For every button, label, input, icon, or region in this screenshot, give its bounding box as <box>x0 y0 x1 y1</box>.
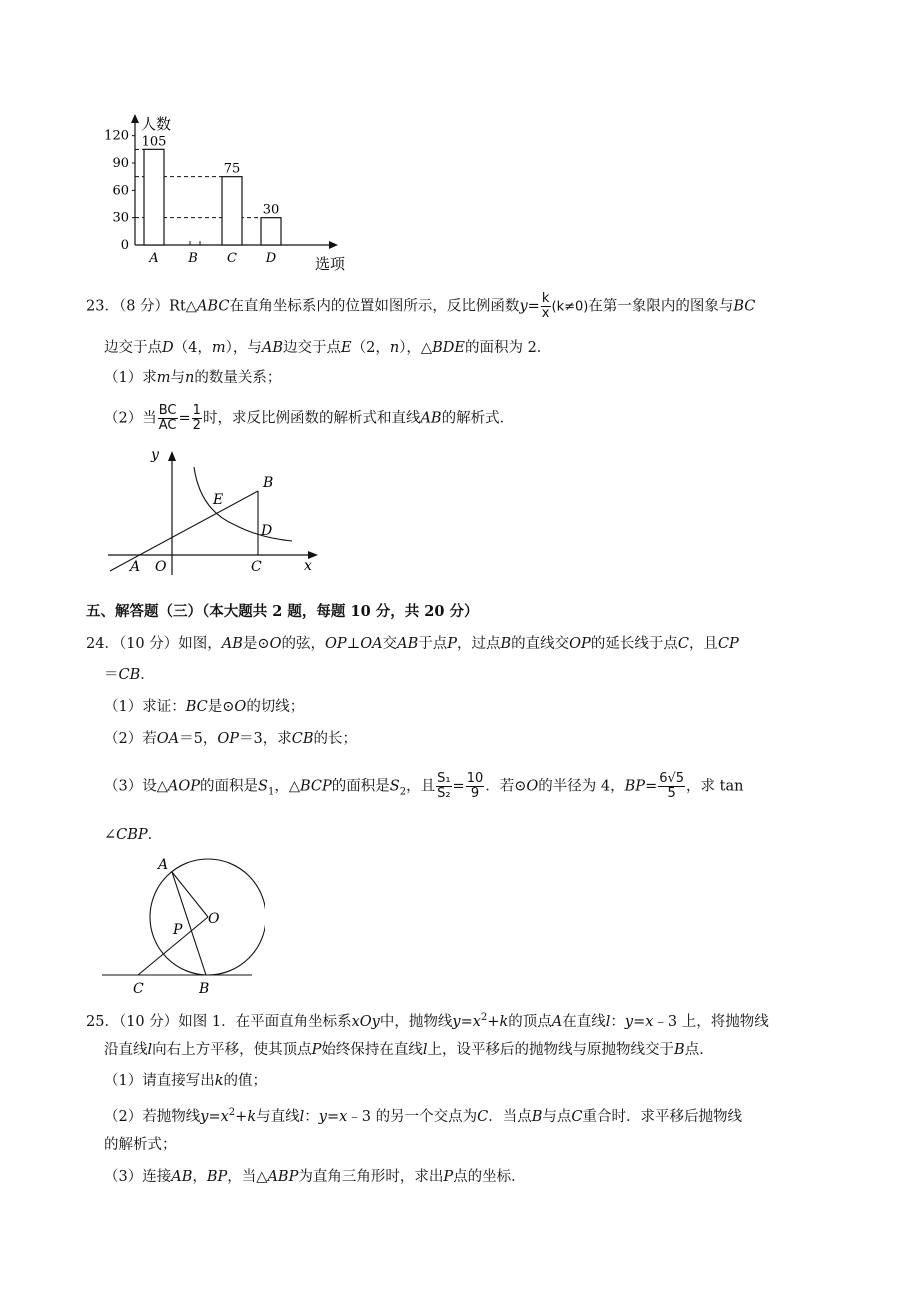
y-axis-label: 人数 <box>141 115 172 133</box>
q25-part1: （1）请直接写出k的值； <box>104 1073 268 1089</box>
q23-part1: （1）求m与n的数量关系； <box>104 370 282 386</box>
svg-text:O: O <box>208 911 220 927</box>
x-tick-label-B: B <box>188 251 198 266</box>
svg-text:O: O <box>155 559 167 575</box>
y-tick-label: 90 <box>112 156 129 171</box>
q25-part2: （2）若抛物线$y=x^2+k$与直线l：y=x﹣3 的另一个交点为C．当点B与点C重合时．求平移后抛物线 <box>104 1107 743 1125</box>
q25-line2: 沿直线l向右上方平移，使其顶点P始终保持在直线l上，设平移后的抛物线与原抛物线交于B点． <box>104 1042 714 1058</box>
svg-text:E: E <box>213 492 224 508</box>
svg-text:C: C <box>251 559 262 575</box>
q25-line1: 25．（10 分）如图 1．在平面直角坐标系xOy中，抛物线$y=x^2+k$的顶点A在直线l：y=x﹣3 上，将抛物线 <box>86 1012 769 1030</box>
x-tick-label-D: D <box>265 251 277 266</box>
svg-text:C: C <box>133 981 144 997</box>
data-label-C: 75 <box>223 161 241 177</box>
svg-text:D: D <box>261 523 273 539</box>
y-axis-arrow <box>131 114 139 123</box>
x-tick-label-C: C <box>227 251 237 266</box>
svg-text:A: A <box>158 857 169 873</box>
data-label-D: 30 <box>262 202 280 218</box>
svg-text:B: B <box>199 981 210 997</box>
section-5-heading: 五、解答题（三）（本大题共 2 题，每题 10 分，共 20 分） <box>86 603 479 620</box>
q23-line1: 23．（8 分）Rt△ABC在直角坐标系内的位置如图所示，反比例函数y= $\frac{k}{x}$ (k≠0)在第一象限内的图象与BC <box>86 291 756 321</box>
svg-text:A: A <box>130 559 141 575</box>
q23-fraction-k-over-x: $\frac{k}{x}$ <box>541 291 550 321</box>
svg-text:y: y <box>151 447 159 463</box>
q25-part2-cont: 的解析式； <box>104 1137 177 1153</box>
bar-C <box>222 177 242 245</box>
bar-A <box>144 149 164 245</box>
q24-part3: （3）设△AOP的面积是$S_1$，△BCP的面积是$S_2$，且 $\frac{\text{S₁}}{\text{S₂}}$ = $\frac{10}{9}$ ．若⊙O的半径为 4，BP= $\frac{6√5}{5}$ ，求 tan <box>104 771 744 801</box>
q24-part1: （1）求证：BC是⊙O的切线； <box>104 699 305 715</box>
q24-part2: （2）若OA＝5，OP＝3，求CB的长； <box>104 731 357 747</box>
bar-chart <box>100 110 360 275</box>
q23-part2: （2）当 $\frac{BC}{AC}$ = $\frac{1}{2}$ 时，求反比例函数的解析式和直线AB的解析式． <box>104 403 515 433</box>
q24-part3-cont: ∠CBP． <box>104 827 163 843</box>
svg-text:B: B <box>263 475 274 491</box>
q24-figure <box>100 855 265 1000</box>
x-axis-label: 选项 <box>315 255 346 273</box>
y-tick-label: 60 <box>112 183 129 199</box>
x-tick-label-A: A <box>149 251 159 266</box>
q23-line2: 边交于点D（4，m），与AB边交于点E（2，n），△BDE的面积为 2． <box>104 340 552 356</box>
bar-D <box>261 218 281 245</box>
data-label-A: 105 <box>141 134 167 150</box>
x-axis-arrow <box>329 241 338 249</box>
svg-text:P: P <box>173 922 183 938</box>
y-tick-label: 120 <box>104 128 129 144</box>
q23-figure <box>100 445 325 580</box>
svg-text:x: x <box>304 558 312 574</box>
q24-line1: 24．（10 分）如图，AB是⊙O的弦，OP⊥OA交AB于点P，过点B的直线交OP的延长线于点C，且CP <box>86 636 739 652</box>
y-tick-label: 0 <box>120 238 129 253</box>
y-tick-label: 30 <box>112 210 129 226</box>
q24-line2: ＝CB． <box>104 667 155 683</box>
q25-part3: （3）连接AB，BP，当△ABP为直角三角形时，求出P点的坐标． <box>104 1169 526 1185</box>
